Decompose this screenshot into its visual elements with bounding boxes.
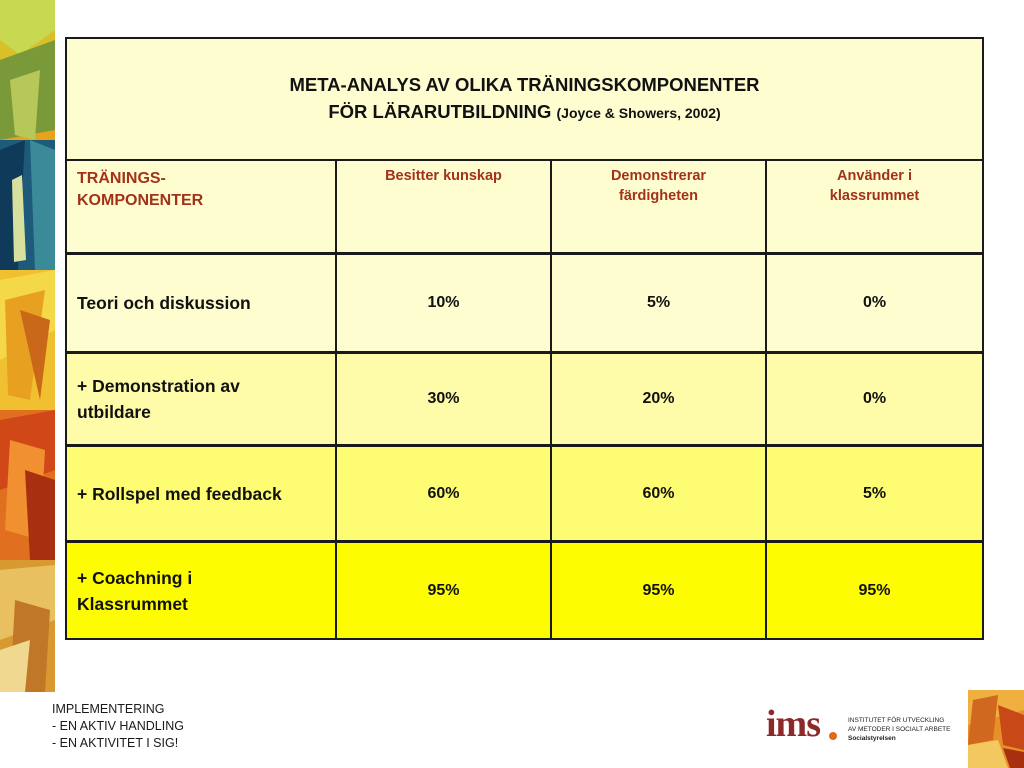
table-row (66, 353, 983, 446)
row-value: 60% (336, 446, 551, 542)
table-header-row (66, 160, 983, 254)
table-title-line2 (67, 98, 982, 127)
row-value: 0% (766, 353, 983, 446)
logo-line3: Socialstyrelsen (848, 735, 896, 742)
logo-line1: INSTITUTET FÖR UTVECKLING (848, 717, 945, 724)
row-value: 60% (551, 446, 766, 542)
header-cell-component (66, 160, 336, 254)
decorative-art-strip (0, 0, 55, 692)
table-title-main: FÖR LÄRARUTBILDNING (328, 101, 552, 122)
row-label (66, 254, 336, 353)
row-value: 10% (336, 254, 551, 353)
row-label-line1: Teori och diskussion (77, 293, 251, 313)
header-col3-line1: Använder i (837, 168, 912, 184)
row-label-line1: + Demonstration av (77, 376, 240, 396)
row-value: 95% (336, 542, 551, 640)
row-value: 0% (766, 254, 983, 353)
footer-caption (52, 701, 184, 752)
logo-line2: AV METODER I SOCIALT ARBETE (848, 726, 951, 733)
table-row (66, 254, 983, 353)
row-value: 95% (766, 542, 983, 640)
meta-analysis-table (65, 37, 984, 640)
row-value: 5% (766, 446, 983, 542)
table-title-citation: (Joyce & Showers, 2002) (556, 105, 721, 121)
row-label-line1: + Rollspel med feedback (77, 483, 282, 504)
row-label (66, 446, 336, 542)
row-value: 5% (551, 254, 766, 353)
table-row (66, 446, 983, 542)
row-value: 20% (551, 353, 766, 446)
header-cell-classroom (766, 160, 983, 254)
header-col2-line1: Demonstrerar (610, 168, 707, 184)
table-title-cell (66, 38, 983, 160)
header-col3-line2: klassrummet (829, 188, 920, 204)
header-component-line2: KOMPONENTER (77, 192, 204, 209)
header-cell-knowledge (336, 160, 551, 254)
row-label-line2: Klassrummet (77, 593, 188, 614)
logo-mark: ims (766, 703, 820, 745)
row-value: 95% (551, 542, 766, 640)
logo-text (848, 716, 950, 743)
row-label (66, 353, 336, 446)
row-value: 30% (336, 353, 551, 446)
logo-dot-icon (829, 732, 837, 740)
table-row (66, 542, 983, 640)
footer-line3: - EN AKTIVITET I SIG! (52, 736, 179, 750)
row-label-line2: utbildare (77, 402, 151, 422)
header-component-line1: TRÄNINGS- (77, 170, 166, 187)
table-title-line1: META-ANALYS AV OLIKA TRÄNINGSKOMPONENTER (289, 74, 760, 95)
header-col1-line1: Besitter kunskap (385, 168, 502, 184)
header-col2-line2: färdigheten (619, 188, 698, 204)
decorative-art-square (968, 690, 1024, 768)
row-label (66, 542, 336, 640)
footer-line2: - EN AKTIV HANDLING (52, 719, 184, 733)
row-label-line1: + Coachning i (77, 567, 193, 588)
footer-line1: IMPLEMENTERING (52, 702, 165, 716)
header-cell-demonstrates (551, 160, 766, 254)
